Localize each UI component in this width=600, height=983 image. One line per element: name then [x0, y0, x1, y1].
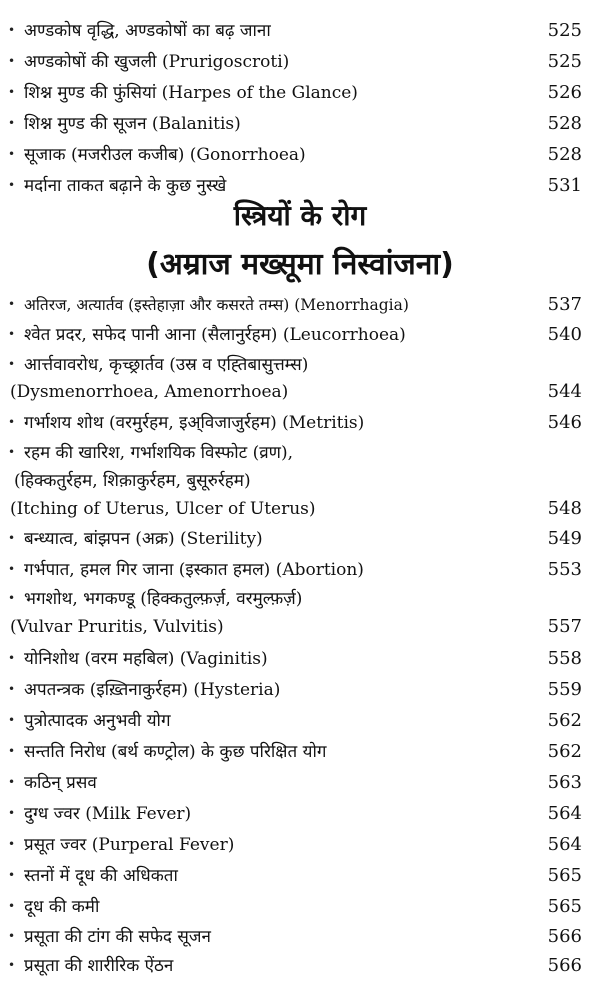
entry-title: पुत्रोत्पादक अनुभवी योग	[24, 711, 171, 731]
entry-title-continued: (Dysmenorrhoea, Amenorrhoea)	[10, 382, 289, 402]
entry-title-continued: (Vulvar Pruritis, Vulvitis)	[10, 617, 224, 637]
section-heading: स्त्रियों के रोग	[233, 199, 367, 232]
entry-title: अपतन्त्रक (इख़्तिनाकुर्रहम) (Hysteria)	[24, 680, 281, 700]
entry-title: अण्डकोष वृद्धि, अण्डकोषों का बढ़ जाना	[24, 21, 271, 41]
bullet-icon: •	[8, 327, 16, 341]
list-item	[0, 555, 600, 585]
entry-title-continued: (Itching of Uterus, Ulcer of Uterus)	[10, 499, 316, 519]
bullet-icon: •	[8, 775, 16, 789]
entry-title: शिश्न मुण्ड की सूजन (Balanitis)	[24, 114, 241, 134]
bullet-icon: •	[8, 929, 16, 943]
page-number: 562	[547, 710, 582, 731]
bullet-icon: •	[8, 713, 16, 727]
list-item	[0, 892, 600, 922]
page-number: 531	[547, 175, 582, 196]
page-number: 525	[547, 51, 582, 72]
page-number: 546	[547, 412, 582, 433]
page-number: 559	[547, 679, 582, 700]
bullet-icon: •	[8, 54, 16, 68]
entry-title: स्तनों में दूध की अधिकता	[24, 866, 178, 886]
bullet-icon: •	[8, 357, 16, 371]
entry-title: सन्तति निरोध (बर्थ कण्ट्रोल) के कुछ परिक्षित योग	[24, 742, 327, 762]
entry-title: सूजाक (मजरीउल कजीब) (Gonorrhoea)	[24, 145, 306, 165]
entry-title: आर्त्तवावरोध, कृच्छ्रार्तव (उस्र व एह्तिबासुत्तम्स)	[24, 355, 309, 375]
list-item	[0, 408, 600, 438]
bullet-icon: •	[8, 868, 16, 882]
page-number: 566	[547, 955, 582, 976]
list-item	[0, 830, 600, 860]
list-item	[0, 140, 600, 170]
bullet-icon: •	[8, 837, 16, 851]
page-number: 528	[547, 144, 582, 165]
list-item	[0, 644, 600, 674]
entry-title: मर्दाना ताकत बढ़ाने के कुछ नुस्खे	[24, 176, 227, 196]
entry-title: प्रसूत ज्वर (Purperal Fever)	[24, 835, 235, 855]
page-number: 557	[547, 616, 582, 637]
page-number: 563	[547, 772, 582, 793]
bullet-icon: •	[8, 116, 16, 130]
page-number: 564	[547, 834, 582, 855]
list-item	[0, 675, 600, 705]
page-number: 562	[547, 741, 582, 762]
entry-title: योनिशोथ (वरम महबिल) (Vaginitis)	[24, 649, 268, 669]
page-number: 537	[547, 294, 582, 315]
list-item	[0, 320, 600, 350]
list-item	[0, 171, 600, 201]
page-number: 525	[547, 20, 582, 41]
bullet-icon: •	[8, 899, 16, 913]
list-item	[0, 109, 600, 139]
page-number: 565	[547, 896, 582, 917]
entry-title: शिश्न मुण्ड की फुंसियां (Harpes of the Glance)	[24, 83, 358, 103]
list-item	[0, 584, 600, 644]
list-item	[0, 438, 600, 528]
entry-title: रहम की खारिश, गर्भाशयिक विस्फोट (व्रण),	[24, 443, 294, 463]
list-item	[0, 16, 600, 46]
page-number: 565	[547, 865, 582, 886]
bullet-icon: •	[8, 562, 16, 576]
entry-title: कठिन् प्रसव	[24, 773, 97, 793]
page-number: 528	[547, 113, 582, 134]
list-item	[0, 47, 600, 77]
list-item	[0, 290, 600, 320]
bullet-icon: •	[8, 415, 16, 429]
page-number: 553	[547, 559, 582, 580]
entry-title: अण्डकोषों की खुजली (Prurigoscroti)	[24, 52, 290, 72]
entry-title: श्वेत प्रदर, सफेद पानी आना (सैलानुर्रहम) (Leucorrhoea)	[24, 325, 406, 345]
list-item	[0, 951, 600, 981]
bullet-icon: •	[8, 147, 16, 161]
entry-title: गर्भपात, हमल गिर जाना (इस्कात हमल) (Abortion)	[24, 560, 364, 580]
list-item	[0, 78, 600, 108]
entry-title: प्रसूता की टांग की सफेद सूजन	[24, 927, 211, 947]
entry-title: दुग्ध ज्वर (Milk Fever)	[24, 804, 192, 824]
entry-title: दूध की कमी	[24, 897, 100, 917]
bullet-icon: •	[8, 744, 16, 758]
entry-title: प्रसूता की शारीरिक ऐंठन	[24, 956, 174, 976]
bullet-icon: •	[8, 591, 16, 605]
list-item	[0, 350, 600, 410]
bullet-icon: •	[8, 806, 16, 820]
list-item	[0, 706, 600, 736]
page-number: 564	[547, 803, 582, 824]
page-number: 549	[547, 528, 582, 549]
list-item	[0, 861, 600, 891]
entry-title: बन्ध्यात्व, बांझपन (अक्र) (Sterility)	[24, 529, 263, 549]
page-number: 540	[547, 324, 582, 345]
bullet-icon: •	[8, 178, 16, 192]
list-item	[0, 768, 600, 798]
list-item	[0, 799, 600, 829]
bullet-icon: •	[8, 682, 16, 696]
page-number: 548	[547, 498, 582, 519]
page-number: 526	[547, 82, 582, 103]
bullet-icon: •	[8, 85, 16, 99]
page-number: 566	[547, 926, 582, 947]
bullet-icon: •	[8, 958, 16, 972]
bullet-icon: •	[8, 651, 16, 665]
page-number: 544	[547, 381, 582, 402]
list-item	[0, 524, 600, 554]
section-subheading: (अम्राज मख्सूमा निस्वांजना)	[146, 247, 454, 282]
bullet-icon: •	[8, 297, 16, 311]
bullet-icon: •	[8, 531, 16, 545]
entry-title: गर्भाशय शोथ (वरमुर्रहम, इअ्विजाजुर्रहम) (Metritis)	[24, 413, 365, 433]
entry-title-continued: (हिक्कतुर्रहम, शिक़ाकुर्रहम, बुसूरुर्रहम)	[14, 471, 251, 491]
list-item	[0, 737, 600, 767]
bullet-icon: •	[8, 23, 16, 37]
bullet-icon: •	[8, 445, 16, 459]
list-item	[0, 922, 600, 952]
entry-title: अतिरज, अत्यार्तव (इस्तेहाज़ा और कसरते तम्स) (Menorrhagia)	[24, 296, 409, 314]
page-number: 558	[547, 648, 582, 669]
entry-title: भगशोथ, भगकण्डू (हिक्कतुल्फ़र्ज़, वरमुल्फ़र्ज़)	[24, 589, 303, 609]
